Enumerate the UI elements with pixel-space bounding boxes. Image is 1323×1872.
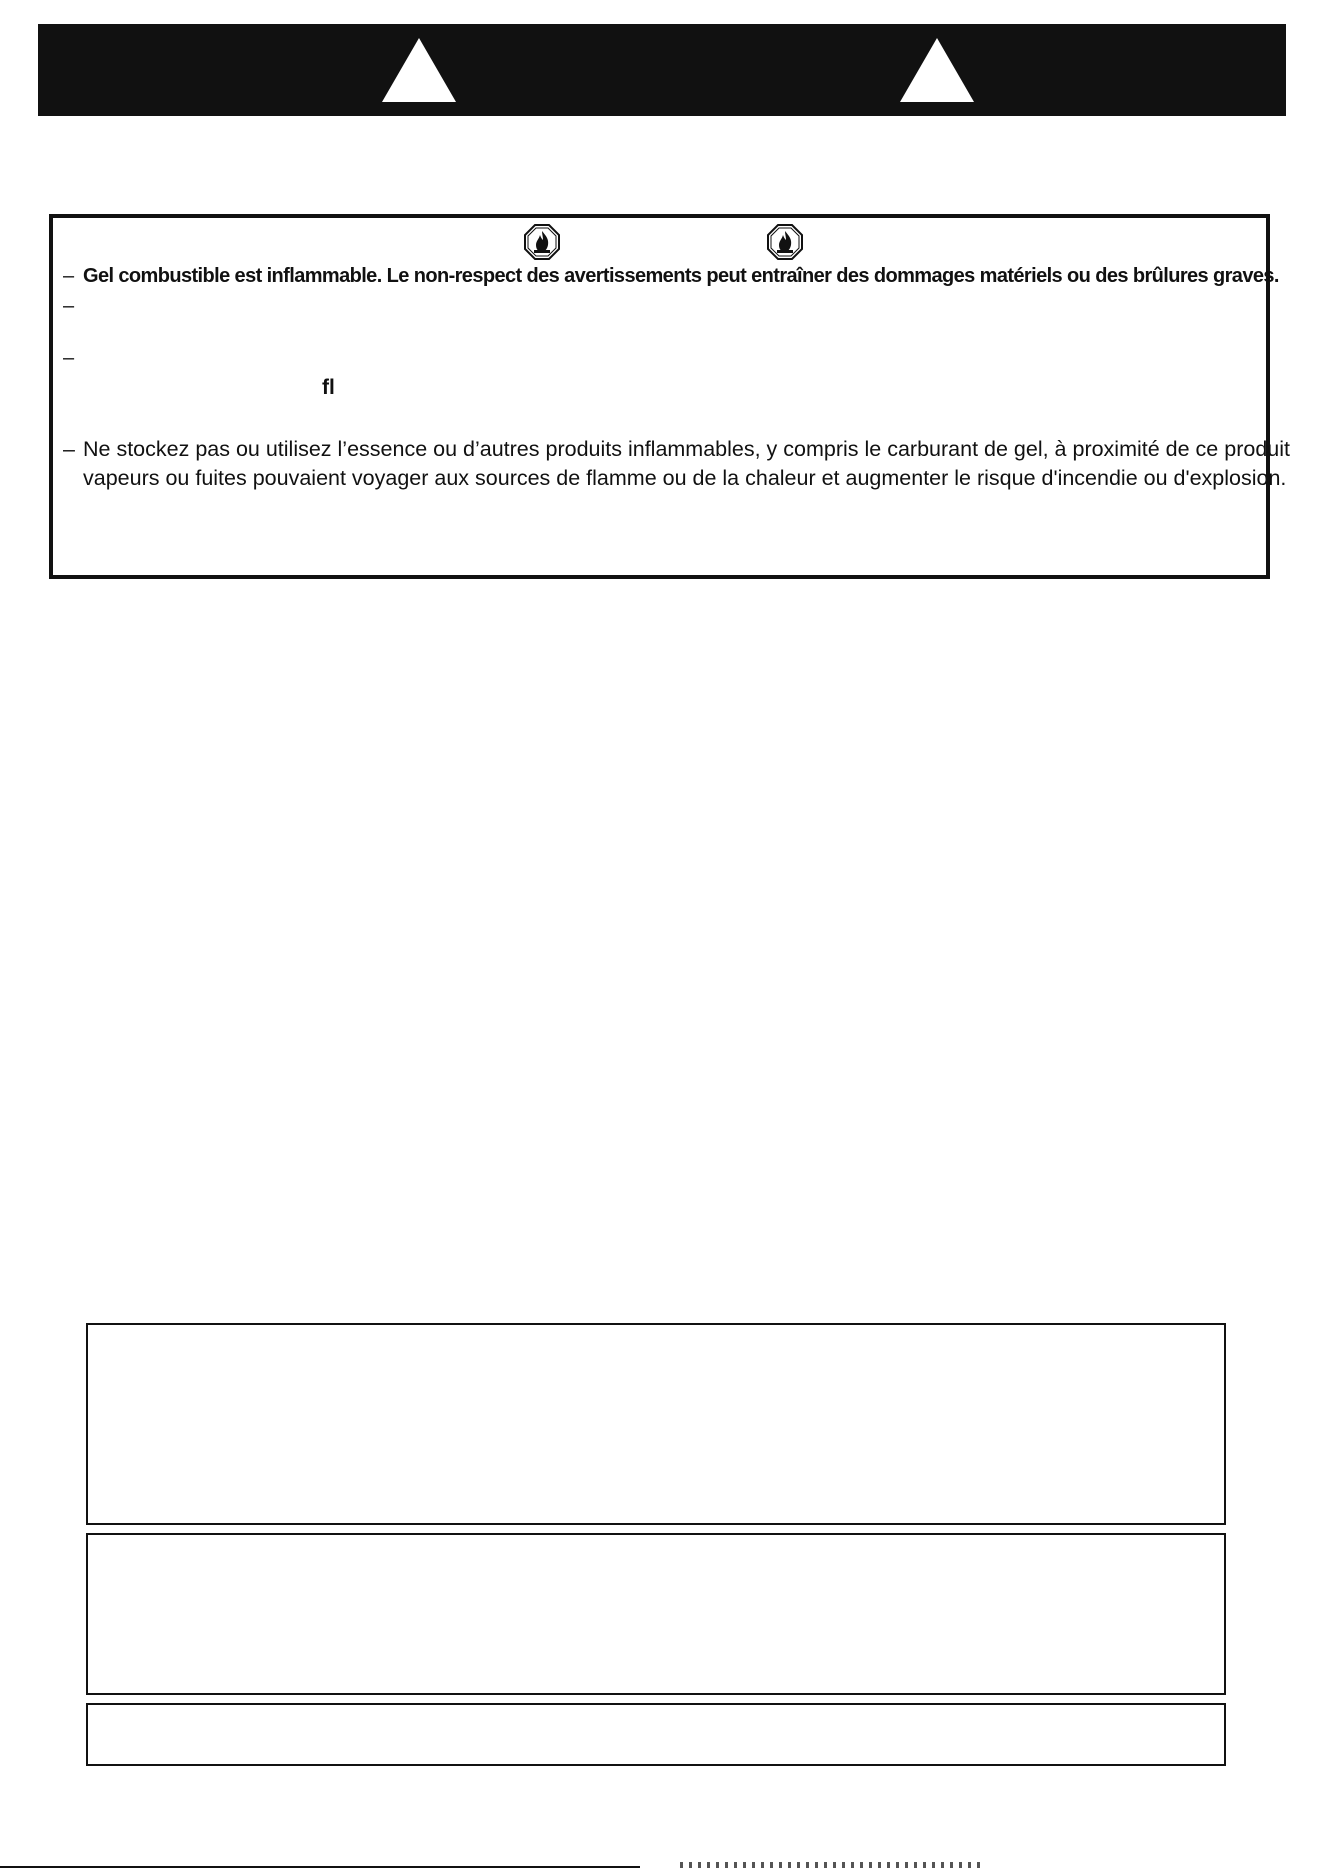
warning-text-storage-continued: vapeurs ou fuites pouvaient voyager aux sources de flamme ou de la chaleur et augmenter le risque d'incendie ou d'explosion. <box>83 466 1287 490</box>
bullet-dash: – <box>63 265 75 287</box>
warning-line-1 <box>63 262 1279 290</box>
bullet-dash: – <box>63 347 75 369</box>
footer-marks <box>680 1862 980 1868</box>
warning-text-flammable: Gel combustible est inflammable. Le non-respect des avertissements peut entraîner des dommages matériels ou des brûlures graves. <box>83 265 1279 287</box>
empty-info-box <box>86 1703 1226 1766</box>
fire-warning-box <box>49 214 1290 579</box>
warning-triangle-icon <box>382 38 456 102</box>
warning-line-3 <box>63 344 1258 372</box>
warning-line-4 <box>63 435 1290 463</box>
flame-hazard-icon <box>524 224 560 260</box>
warning-fragment: fl <box>322 376 335 399</box>
warning-triangle-icon <box>900 38 974 102</box>
warning-line-2 <box>63 292 1258 320</box>
warning-text-storage: Ne stockez pas ou utilisez l’essence ou d’autres produits inflammables, y compris le carburant de gel, à proximité de ce produit <box>83 437 1290 461</box>
flame-hazard-icon <box>767 224 803 260</box>
empty-info-box <box>86 1323 1226 1525</box>
bullet-dash: – <box>63 437 75 461</box>
bullet-dash: – <box>63 295 75 317</box>
empty-info-box <box>86 1533 1226 1695</box>
footer-rule <box>0 1866 640 1868</box>
warning-banner <box>38 24 1286 116</box>
